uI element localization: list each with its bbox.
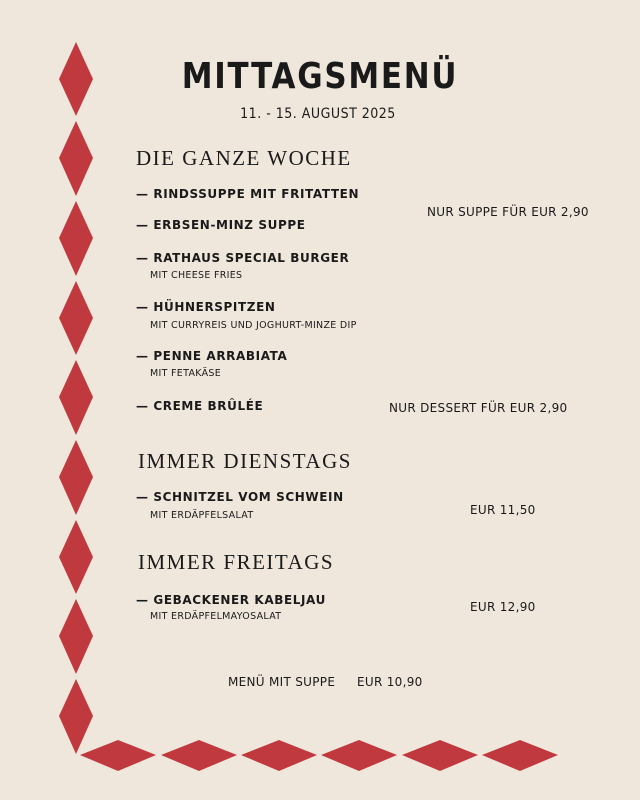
- section-title-tuesday: IMMER DIENSTAGS: [138, 449, 352, 473]
- diamond-shape: [241, 740, 317, 771]
- diamond-shape: [59, 360, 93, 435]
- diamond-shape: [161, 740, 237, 771]
- menu-item-name: — SCHNITZEL VOM SCHWEIN: [136, 490, 344, 504]
- set-menu-label: MENÜ MIT SUPPE: [228, 675, 336, 689]
- diamond-shape: [80, 740, 156, 771]
- menu-item-name: — PENNE ARRABIATA: [136, 349, 288, 363]
- diamond-shape: [59, 201, 93, 276]
- menu-item-description: MIT CHEESE FRIES: [150, 270, 243, 281]
- menu-item-description: MIT ERDÄPFELMAYOSALAT: [150, 611, 282, 622]
- diamond-shape: [59, 281, 93, 355]
- diamond-shape: [59, 679, 93, 754]
- diamond-shape: [482, 740, 558, 771]
- menu-item-name: — GEBACKENER KABELJAU: [136, 593, 326, 607]
- menu-item-price: EUR 11,50: [470, 503, 536, 517]
- menu-item-price: EUR 12,90: [470, 600, 536, 614]
- menu-date-range: 11. - 15. AUGUST 2025: [240, 106, 396, 122]
- menu-item-name: — RATHAUS SPECIAL BURGER: [136, 251, 350, 265]
- menu-item-name: — CREME BRÛLÉE: [136, 399, 264, 413]
- menu-item-name: — ERBSEN-MINZ SUPPE: [136, 218, 306, 232]
- set-menu-price: EUR 10,90: [357, 675, 423, 689]
- menu-item-description: MIT ERDÄPFELSALAT: [150, 510, 254, 521]
- diamond-shape: [402, 740, 478, 771]
- section-title-friday: IMMER FREITAGS: [138, 550, 335, 574]
- menu-item-name: — RINDSSUPPE MIT FRITATTEN: [136, 187, 360, 201]
- menu-item-name: — HÜHNERSPITZEN: [136, 300, 276, 314]
- section-title-week: DIE GANZE WOCHE: [136, 146, 352, 170]
- bottom-diamond-row: [80, 740, 558, 771]
- diamond-shape: [59, 599, 93, 674]
- left-diamond-column: [59, 42, 93, 754]
- menu-item-description: MIT CURRYREIS UND JOGHURT-MINZE DIP: [150, 320, 357, 331]
- menu-item-description: MIT FETAKÄSE: [150, 368, 222, 379]
- menu-title: MITTAGSMENÜ: [181, 56, 459, 97]
- soup-price-note: NUR SUPPE FÜR EUR 2,90: [427, 205, 589, 219]
- dessert-price-note: NUR DESSERT FÜR EUR 2,90: [389, 401, 568, 415]
- diamond-shape: [59, 121, 93, 196]
- diamond-shape: [59, 520, 93, 594]
- diamond-shape: [321, 740, 397, 771]
- diamond-shape: [59, 440, 93, 515]
